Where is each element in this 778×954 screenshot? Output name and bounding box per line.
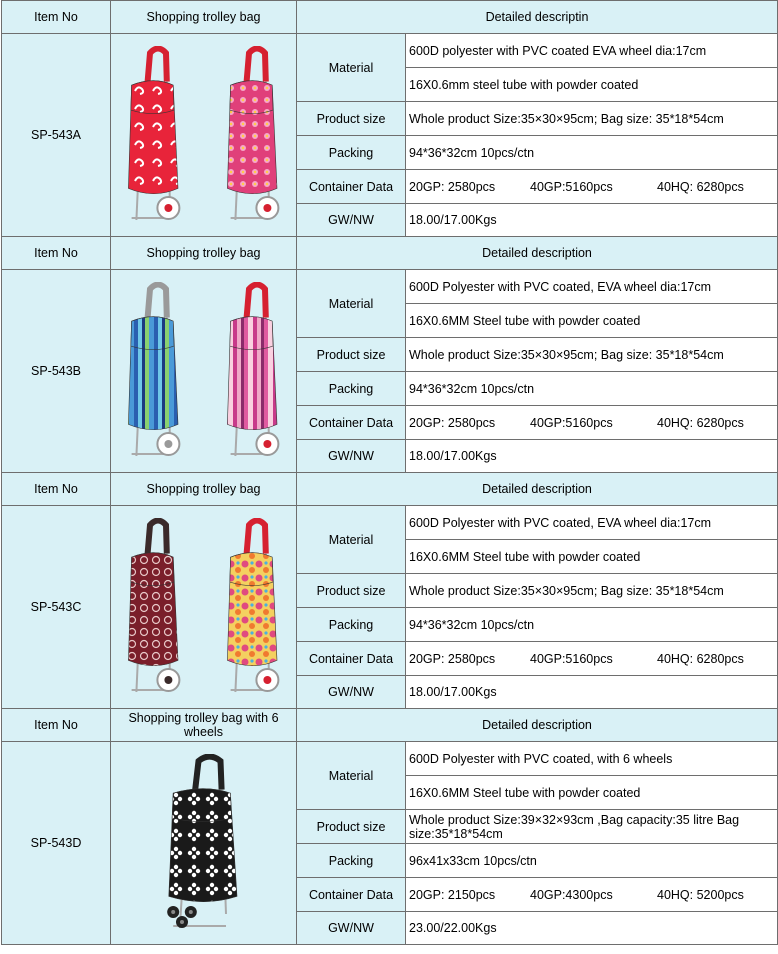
value-packing: 96x41x33cm 10pcs/ctn [406,844,778,878]
value-size: Whole product Size:35×30×95cm; Bag size: 35*18*54cm [406,102,778,136]
header-row [2,709,778,742]
container-40gp: 40GP:5160pcs [530,415,613,430]
header-product-name: Shopping trolley bag [111,473,297,506]
header-row [2,1,778,34]
value-gwnw: 18.00/17.00Kgs [406,440,778,473]
label-size: Product size [297,810,406,844]
container-data [406,878,778,912]
value-material-2: 16X0.6mm steel tube with powder coated [406,68,778,102]
header-row [2,473,778,506]
label-packing: Packing [297,136,406,170]
label-container: Container Data [297,642,406,676]
value-size: Whole product Size:39×32×93cm ,Bag capacity:35 litre Bag size:35*18*54cm [406,810,778,844]
label-material: Material [297,34,406,102]
container-40gp: 40GP:4300pcs [530,887,613,902]
header-item-no: Item No [2,1,111,34]
product-image [111,34,297,237]
trolley-bag-image [213,282,293,460]
trolley-bag-image [114,282,194,460]
header-description: Detailed description [297,473,778,506]
container-data [406,642,778,676]
trolley-bag-image [213,518,293,696]
spec-row [2,506,778,540]
item-number: SP-543C [2,506,111,709]
trolley-bag-image [114,518,194,696]
spec-row [2,742,778,776]
label-packing: Packing [297,372,406,406]
header-row [2,237,778,270]
label-gwnw: GW/NW [297,204,406,237]
label-material: Material [297,270,406,338]
value-material-2: 16X0.6MM Steel tube with powder coated [406,304,778,338]
container-40hq: 40HQ: 6280pcs [657,651,744,666]
value-gwnw: 18.00/17.00Kgs [406,204,778,237]
label-size: Product size [297,338,406,372]
value-material-1: 600D Polyester with PVC coated, with 6 wheels [406,742,778,776]
header-product-name: Shopping trolley bag [111,1,297,34]
label-material: Material [297,742,406,810]
item-number: SP-543D [2,742,111,945]
item-number: SP-543B [2,270,111,473]
value-size: Whole product Size:35×30×95cm; Bag size: 35*18*54cm [406,338,778,372]
trolley-bag-image [213,46,293,224]
label-gwnw: GW/NW [297,676,406,709]
label-size: Product size [297,102,406,136]
header-description: Detailed description [297,237,778,270]
container-20gp: 20GP: 2580pcs [409,651,496,666]
label-gwnw: GW/NW [297,440,406,473]
value-packing: 94*36*32cm 10pcs/ctn [406,608,778,642]
value-material-2: 16X0.6MM Steel tube with powder coated [406,540,778,574]
product-image [111,270,297,473]
container-data [406,406,778,440]
value-gwnw: 18.00/17.00Kgs [406,676,778,709]
spec-row [2,34,778,68]
product-image [111,742,297,945]
header-product-name: Shopping trolley bag [111,237,297,270]
product-image [111,506,297,709]
product-spec-table [1,0,778,945]
label-container: Container Data [297,406,406,440]
container-40gp: 40GP:5160pcs [530,179,613,194]
container-40gp: 40GP:5160pcs [530,651,613,666]
header-product-name: Shopping trolley bag with 6 wheels [111,709,297,742]
value-material-2: 16X0.6MM Steel tube with powder coated [406,776,778,810]
value-gwnw: 23.00/22.00Kgs [406,912,778,945]
trolley-bag-image [149,754,259,932]
label-container: Container Data [297,878,406,912]
value-packing: 94*36*32cm 10pcs/ctn [406,136,778,170]
header-item-no: Item No [2,237,111,270]
label-container: Container Data [297,170,406,204]
value-material-1: 600D Polyester with PVC coated, EVA wheel dia:17cm [406,270,778,304]
spec-row [2,270,778,304]
label-gwnw: GW/NW [297,912,406,945]
container-40hq: 40HQ: 6280pcs [657,415,744,430]
label-material: Material [297,506,406,574]
item-number: SP-543A [2,34,111,237]
value-material-1: 600D Polyester with PVC coated, EVA wheel dia:17cm [406,506,778,540]
label-packing: Packing [297,844,406,878]
header-description: Detailed descriptin [297,1,778,34]
container-40hq: 40HQ: 6280pcs [657,179,744,194]
container-40hq: 40HQ: 5200pcs [657,887,744,902]
header-description: Detailed description [297,709,778,742]
container-20gp: 20GP: 2580pcs [409,415,496,430]
header-item-no: Item No [2,709,111,742]
trolley-bag-image [114,46,194,224]
label-packing: Packing [297,608,406,642]
value-size: Whole product Size:35×30×95cm; Bag size: 35*18*54cm [406,574,778,608]
container-20gp: 20GP: 2150pcs [409,887,496,902]
value-material-1: 600D polyester with PVC coated EVA wheel dia:17cm [406,34,778,68]
value-packing: 94*36*32cm 10pcs/ctn [406,372,778,406]
header-item-no: Item No [2,473,111,506]
label-size: Product size [297,574,406,608]
container-20gp: 20GP: 2580pcs [409,179,496,194]
container-data [406,170,778,204]
